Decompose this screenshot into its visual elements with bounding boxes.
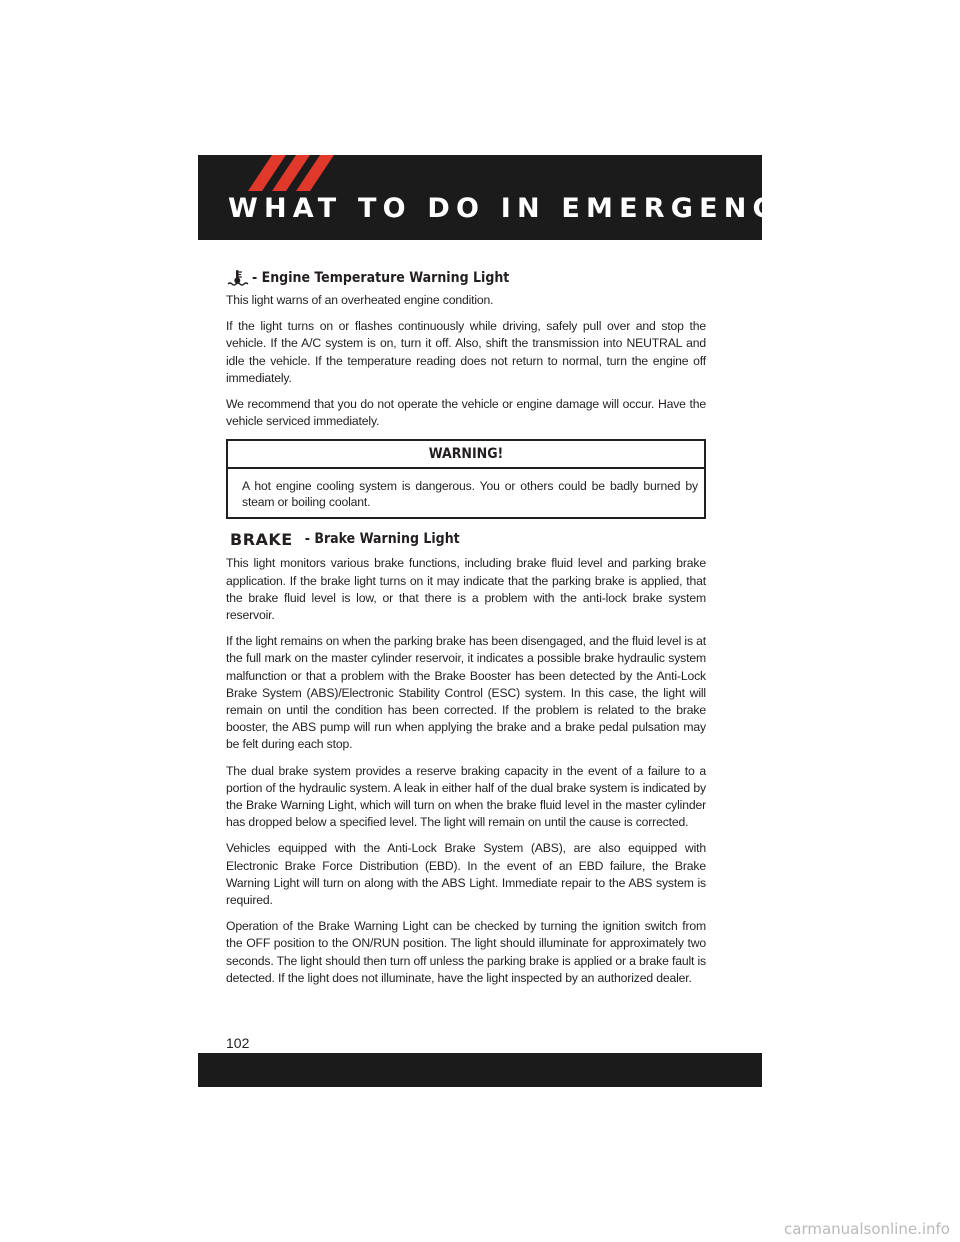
warning-box bbox=[226, 439, 706, 519]
header-band bbox=[198, 155, 846, 240]
engine-temp-paragraph-3: We recommend that you do not operate the vehicle or engine damage will occur. Have the vehicle serviced immediately. bbox=[226, 397, 706, 429]
racing-stripes-decoration bbox=[248, 155, 348, 191]
footer-band bbox=[198, 1053, 762, 1087]
brake-warning-icon: BRAKE bbox=[230, 529, 293, 549]
watermark: carmanualsonline.info bbox=[784, 1220, 950, 1238]
brake-paragraph-5: Operation of the Brake Warning Light can be checked by turning the ignition switch from the OFF position to the ON/RUN position. The light should illuminate for approximately two seconds. The light should then turn off unless the parking brake is applied or a brake fault is detected. If the light does not illuminate, have the light inspected by an authorized dealer. bbox=[226, 919, 706, 985]
warning-title: WARNING! bbox=[228, 441, 704, 469]
warning-text: A hot engine cooling system is dangerous. You or others could be badly burned by steam or boiling coolant. bbox=[242, 479, 698, 510]
engine-temperature-icon bbox=[226, 269, 248, 287]
page-section-title: WHAT TO DO IN EMERGENCIES bbox=[228, 193, 846, 224]
brake-heading bbox=[226, 525, 706, 553]
brake-paragraph-1: This light monitors various brake functions, including brake fluid level and parking brake application. If the brake light turns on it may indicate that the parking brake is applied, that the brake fluid level is low, or that there is a problem with the anti-lock brake system reservoir. bbox=[226, 556, 706, 623]
brake-paragraph-3: The dual brake system provides a reserve braking capacity in the event of a failure to a portion of the hydraulic system. A leak in either half of the dual brake system is indicated by the Brake Warning Light, which will turn on when the brake fluid level in the master cylinder has dropped below a specified level. The light will remain on until the cause is corrected. bbox=[226, 763, 706, 830]
brake-heading-text: - Brake Warning Light bbox=[304, 531, 460, 548]
page-content bbox=[226, 264, 706, 996]
brake-paragraph-4: Vehicles equipped with the Anti-Lock Brake System (ABS), are also equipped with Electronic Brake Force Distribution (EBD). In the event of an EBD failure, the Brake Warning Light will turn on along with the ABS Light. Immediate repair to the ABS system is required. bbox=[226, 841, 706, 908]
brake-paragraph-2: If the light remains on when the parking brake has been disengaged, and the fluid level is at the full mark on the master cylinder reservoir, it indicates a possible brake hydraulic system malfunction or that a problem with the Brake Booster has been detected by the Anti-Lock Brake System (ABS)/Electronic Stability Control (ESC) system. In this case, the light will remain on until the condition has been corrected. If the problem is related to the brake booster, the ABS pump will run when applying the brake and a brake pedal pulsation may be felt during each stop. bbox=[226, 634, 706, 752]
engine-temp-heading bbox=[226, 264, 706, 292]
engine-temp-paragraph-1: This light warns of an overheated engine condition. bbox=[226, 293, 494, 307]
warning-body bbox=[228, 469, 704, 517]
engine-temp-paragraph-2: If the light turns on or flashes continuously while driving, safely pull over and stop the vehicle. If the A/C system is on, turn it off. Also, shift the transmission into NEUTRAL and idle the vehicle. If the temperature reading does not return to normal, turn the engine off immediately. bbox=[226, 319, 706, 385]
page-number: 102 bbox=[226, 1035, 250, 1051]
engine-temp-heading-text: - Engine Temperature Warning Light bbox=[252, 270, 510, 286]
